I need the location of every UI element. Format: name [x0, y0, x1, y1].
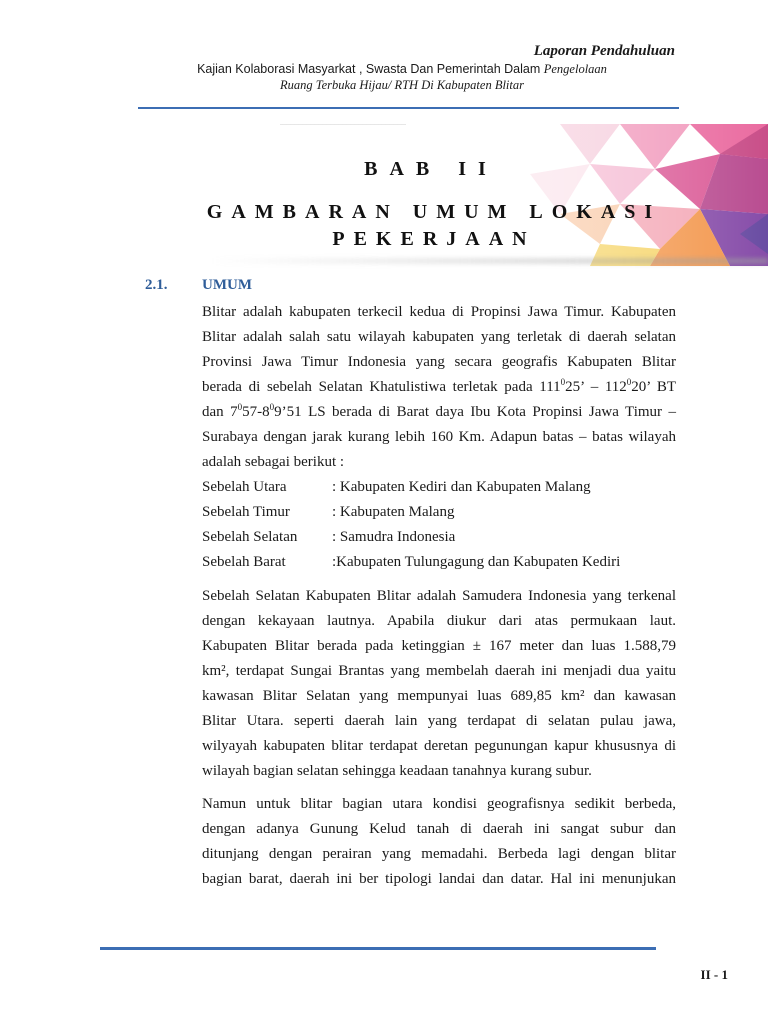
header-divider [138, 107, 679, 109]
text-line: Kabupaten Blitar berada pada ketinggian ± 167 meter dan luas 1.588,79 [202, 638, 676, 654]
text-fragment: 9’51 LS berada di Barat daya Ibu Kota Propinsi Jawa Timur – [274, 404, 676, 420]
degree-superscript: 0 [626, 377, 632, 387]
degree-superscript: 0 [269, 402, 275, 412]
boundary-value: : Kabupaten Malang [332, 504, 455, 520]
banner-shadow [210, 258, 768, 264]
boundary-row-north [202, 475, 676, 500]
boundary-label: Sebelah Utara [202, 479, 287, 495]
text-line: kawasan Blitar Selatan yang mempunyai luas 689,85 km² dan kawasan [202, 688, 676, 704]
coordinate-line-ls [202, 400, 676, 425]
text-line: ditunjang dengan perairan yang memadahi. Berbeda lagi dengan blitar [202, 846, 676, 862]
boundary-row-west [202, 550, 676, 575]
boundary-value: :Kabupaten Tulungagung dan Kabupaten Kediri [332, 554, 621, 570]
report-type-label: Laporan Pendahuluan [533, 43, 675, 59]
document-title-part-a: Kajian Kolaborasi Masyarkat , Swasta Dan Pemerintah Dalam [197, 62, 544, 76]
text-line: adalah sebagai berikut : [202, 454, 345, 470]
footer-divider [100, 947, 656, 950]
text-fragment: 25’ – 112 [565, 379, 627, 395]
text-line: Blitar Utara. seperti daerah lain yang terdapat di selatan pulau jawa, [202, 713, 676, 729]
text-line: wilayah bagian selatan sehingga keadaan tanahnya kurang subur. [202, 763, 592, 779]
text-line: dengan kekayaan lautnya. Apabila diukur dari atas permukaan laut. [202, 613, 676, 629]
chapter-title-line-1: GAMBARAN UMUM LOKASI [206, 201, 662, 223]
boundary-label: Sebelah Timur [202, 504, 290, 520]
boundary-label: Sebelah Selatan [202, 529, 298, 545]
chapter-number: BAB II [364, 158, 498, 180]
chapter-title-line-2: PEKERJAAN [332, 228, 536, 250]
document-title-line-1 [18, 62, 768, 77]
degree-superscript: 0 [560, 377, 566, 387]
boundary-label: Sebelah Barat [202, 554, 286, 570]
text-line: Sebelah Selatan Kabupaten Blitar adalah Samudera Indonesia yang terkenal [202, 588, 676, 604]
coordinate-line-bt [202, 375, 676, 400]
paragraph-intro [202, 300, 676, 575]
text-line: Provinsi Jawa Timur Indonesia yang secara geografis Kabupaten Blitar [202, 354, 676, 370]
section-title: UMUM [202, 277, 252, 293]
boundary-row-east [202, 500, 676, 525]
text-fragment: berada di sebelah Selatan Khatulistiwa terletak pada 111 [202, 379, 561, 395]
boundary-row-south [202, 525, 676, 550]
text-fragment: 57-8 [242, 404, 270, 420]
document-title-part-b: Pengelolaan [543, 62, 607, 76]
paragraph-north [202, 792, 676, 892]
text-line: wilyayah kabupaten blitar terdapat deretan pegunungan kapur khususnya di [202, 738, 676, 754]
text-line: Surabaya dengan jarak kurang lebih 160 Km. Adapun batas – batas wilayah [202, 429, 676, 445]
section-number: 2.1. [145, 277, 168, 293]
text-line: Namun untuk blitar bagian utara kondisi geografisnya sedikit berbeda, [202, 796, 676, 812]
text-line: dengan adanya Gunung Kelud tanah di daerah ini sangat subur dan [202, 821, 676, 837]
text-line: bagian barat, daerah ini ber tipologi landai dan datar. Hal ini menunjukan [202, 871, 676, 887]
text-line: km², terdapat Sungai Brantas yang membelah daerah ini menjadi dua yaitu [202, 663, 676, 679]
text-fragment: dan 7 [202, 404, 238, 420]
chapter-title [50, 199, 768, 253]
text-line: Blitar adalah salah satu wilayah kabupaten yang terletak di daerah selatan [202, 329, 676, 345]
document-title-line-2: Ruang Terbuka Hijau/ RTH Di Kabupaten Blitar [280, 78, 524, 92]
degree-superscript: 0 [237, 402, 243, 412]
boundary-value: : Samudra Indonesia [332, 529, 456, 545]
text-fragment: 20’ BT [631, 379, 676, 395]
paragraph-south [202, 584, 676, 784]
page-number: II - 1 [700, 967, 728, 982]
boundary-value: : Kabupaten Kediri dan Kabupaten Malang [332, 479, 591, 495]
text-line: Blitar adalah kabupaten terkecil kedua di Propinsi Jawa Timur. Kabupaten [202, 304, 676, 320]
